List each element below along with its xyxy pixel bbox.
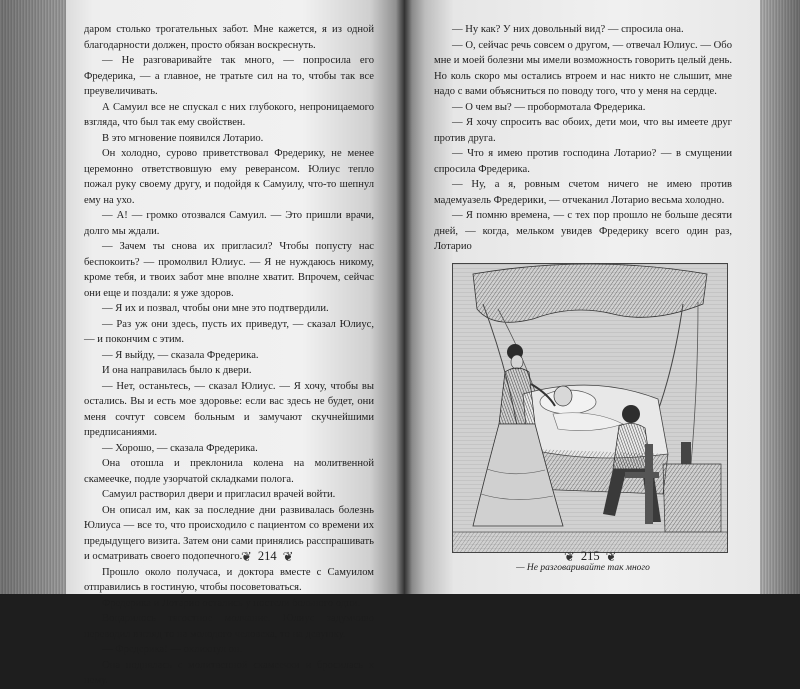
paragraph: — Нет, останьтесь, — сказал Юлиус. — Я хочу, чтобы вы остались. Вы и есть мое здоровье: если вас здесь не будет, они меня сочтут совсем больным и замучают скучнейшими предписаниями. [84,380,374,438]
bedside-scene-engraving [453,264,727,552]
paragraph: — О чем вы? — пробормотала Фредерика. [452,101,646,113]
right-page-folio [564,549,617,565]
paragraph: — А! — громко отозвался Самуил. — Это пришли врачи, долго мы ждали. [84,210,374,237]
ornament-icon: ❦ [605,548,617,564]
paragraph: — Не разговаривайте так много, — попросила его Фредерика, — а главное, не тратьте сил на то, чтобы так все преувеличивать. [84,55,374,97]
paragraph: — Я выйду, — сказала Фредерика. [102,349,259,361]
paragraph: В это мгновение появился Лотарио. [102,132,264,144]
paragraph: — Что я имею против господина Лотарио? — в смущении спросила Фредерика. [434,148,732,175]
right-page-text [434,22,732,255]
paragraph: — Я помню времена, — с тех пор прошло не больше десяти дней, — когда, мельком увидев Фредерику всего один раз, Лотарио [434,210,732,252]
ornament-icon: ❦ [241,548,252,564]
paragraph: — Ну как? У них довольный вид? — спросила она. [452,24,684,35]
right-page [404,0,760,594]
page-number-left: 214 [257,548,277,563]
paragraph: Она отошла и преклонила колена на молитвенной скамеечке, подле узорчатой складками полога. [84,458,374,485]
paragraph: — Раз уж они здесь, пусть их приведут, — сказал Юлиус, — и покончим с этим. [84,318,374,345]
left-page [66,0,404,686]
paragraph: Она поднялась с молитвенной скамеечки и бросилась к нему. [84,659,374,686]
left-page-text [84,22,374,689]
paragraph: — Ну, а я, ровным счетом ничего не имею против мадемуазель Фредерики, — отчеканил Лотарио весьма холодно. [434,179,732,206]
engraving-illustration [452,263,728,553]
paragraph: — Я хочу спросить вас обоих, дети мои, что вы имеете друг против друга. [434,117,732,144]
ornament-icon: ❦ [282,548,294,564]
illustration-caption: — Не разговаривайте так много [516,562,650,573]
paragraph: Фредерика и Лотарио остались у постели больного одни. [102,597,361,609]
book-gutter [396,0,412,594]
paragraph: Прошло около получаса, и доктора вместе с Самуилом отправились в гостиную, чтобы посоветоваться. [84,566,374,593]
paragraph: Самуил растворил двери и пригласил врачей войти. [102,489,336,500]
left-page-folio [241,549,294,565]
paragraph: — Фредерика! — окликнул он. [102,644,243,655]
book-page-edges-right [756,0,800,594]
paragraph: — Я их и позвал, чтобы они мне это подтвердили. [102,303,329,314]
book-page-edges-left [0,0,72,594]
page-number-right: 215 [580,548,600,563]
paragraph: — О, сейчас речь совсем о другом, — отвечал Юлиус. — Обо мне и моей болезни мы имели возможность говорить целый день. Но коль скоро мы остались втроем и нас никто не слышит, мне надо с вами объясниться по поводу того, что у меня на сердце. [434,39,732,97]
paragraph: А Самуил все не спускал с них глубокого, непроницаемого взгляда, что был так ему свойствен. [84,101,374,128]
paragraph: Воцарилось тягостное молчание. Юлиус задумчиво переводил взгляд то на молодого человека, то на девушку. [84,613,374,640]
paragraph: — Зачем ты снова их пригласил? Чтобы попусту нас беспокоить? — промолвил Юлиус. — Я не нуждаюсь никому, кроме тебя, и твоих забот мне вполне хватит. Впрочем, сейчас они еще и поздали: я уже здоров. [84,241,374,299]
paragraph: И она направилась было к двери. [102,365,252,376]
paragraph: Он холодно, сурово приветствовал Фредерику, не менее церемонно ответствовшую ему реверансом. Юлиус тепло пожал руку своему другу, и подойдя к Самуилу, что-то шепнул ему на ухо. [84,148,374,206]
paragraph: даром столько трогательных забот. Мне кажется, я из одной благодарности должен, просто обязан воскреснуть. [84,24,374,51]
paragraph: Он описал им, как за последние дни развивалась болезнь Юлиуса — все то, что происходило с пациентом со времени их предыдущего визита. Затем они сами принялись расспрашивать и осматривать своего подопечного. [84,504,374,562]
ornament-icon: ❦ [564,548,575,564]
paragraph: — Хорошо, — сказала Фредерика. [102,442,258,454]
